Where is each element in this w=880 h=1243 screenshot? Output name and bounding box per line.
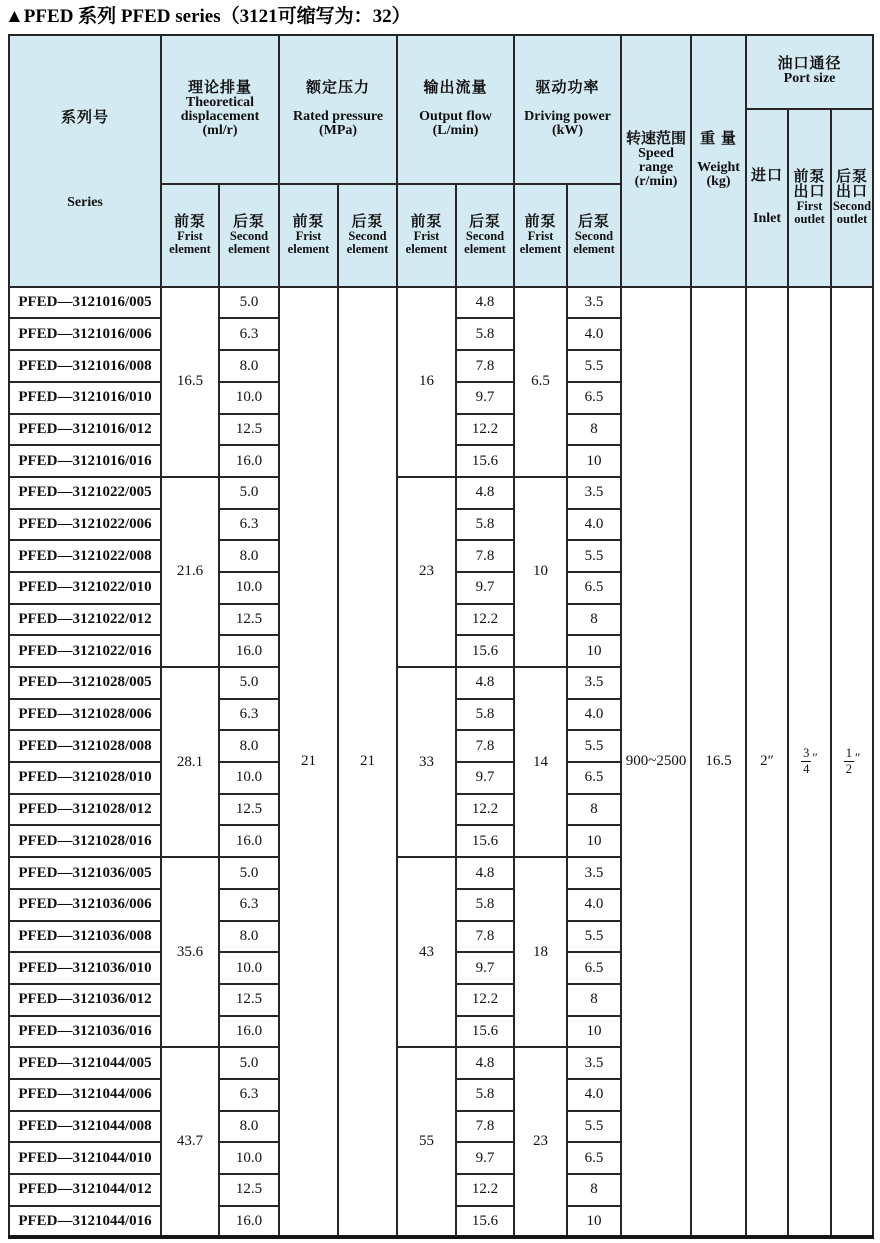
displacement-second-cell: 8.0 (219, 1111, 279, 1143)
power-first-cell: 14 (514, 667, 567, 857)
series-cell: PFED—3121022/006 (9, 509, 161, 541)
flow-first-cell: 16 (397, 287, 456, 477)
fraction (801, 747, 811, 776)
speed-header-en2: range (638, 160, 674, 176)
subheader-zh: 前泵 (292, 214, 325, 231)
flow-second-cell: 9.7 (456, 1142, 514, 1174)
displacement-second-cell: 5.0 (219, 477, 279, 509)
col-subheader-power-second (567, 184, 621, 287)
col-header-pressure (279, 35, 397, 184)
subheader-zh: 前泵 (410, 214, 443, 231)
inlet-header-spacer1 (747, 184, 787, 198)
displacement-header-en2: displacement (180, 108, 260, 124)
flow-second-cell: 15.6 (456, 1206, 514, 1238)
power-first-cell: 23 (514, 1047, 567, 1237)
power-second-cell: 6.5 (567, 762, 621, 794)
flow-second-cell: 7.8 (456, 730, 514, 762)
flow-header-en2: Output flow (419, 108, 492, 124)
pressure-header-en1 (280, 96, 396, 110)
flow-second-cell: 4.8 (456, 1047, 514, 1079)
pressure-header-en2: Rated pressure (292, 108, 384, 124)
flow-second-cell: 15.6 (456, 1016, 514, 1048)
subheader-en1: Frist (177, 229, 203, 244)
displacement-second-cell: 12.5 (219, 604, 279, 636)
spec-table (8, 34, 874, 1240)
power-first-cell: 18 (514, 857, 567, 1047)
col-header-weight (691, 35, 746, 287)
series-cell: PFED—3121036/012 (9, 984, 161, 1016)
series-header-zh: 系列号 (60, 110, 109, 127)
series-cell: PFED—3121016/010 (9, 382, 161, 414)
col-header-flow (397, 35, 514, 184)
displacement-header-zh: 理论排量 (187, 79, 252, 96)
flow-second-cell: 5.8 (456, 318, 514, 350)
power-second-cell: 5.5 (567, 350, 621, 382)
displacement-second-cell: 5.0 (219, 667, 279, 699)
power-second-cell: 8 (567, 984, 621, 1016)
displacement-second-cell: 16.0 (219, 445, 279, 477)
pressure-first-cell: 21 (279, 287, 338, 1238)
displacement-second-cell: 10.0 (219, 382, 279, 414)
power-header-en2: Driving power (524, 108, 611, 124)
col-subheader-flow-second (456, 184, 514, 287)
flow-second-cell: 7.8 (456, 1111, 514, 1143)
series-cell: PFED—3121036/005 (9, 857, 161, 889)
subheader-en1: Second (574, 229, 614, 244)
subheader-en2: element (519, 241, 562, 256)
pressure-second-cell: 21 (338, 287, 397, 1238)
power-second-cell: 10 (567, 635, 621, 667)
power-second-cell: 4.0 (567, 889, 621, 921)
flow-header-unit: (L/min) (432, 122, 479, 138)
pressure-header-unit: (MPa) (318, 122, 358, 138)
series-cell: PFED—3121044/006 (9, 1079, 161, 1111)
displacement-second-cell: 10.0 (219, 952, 279, 984)
table-body (9, 287, 873, 1238)
series-cell: PFED—3121028/008 (9, 730, 161, 762)
flow-second-cell: 9.7 (456, 382, 514, 414)
power-second-cell: 3.5 (567, 1047, 621, 1079)
power-header-zh: 驱动功率 (535, 79, 600, 96)
displacement-second-cell: 10.0 (219, 762, 279, 794)
subheader-en2: element (573, 241, 615, 256)
displacement-first-cell: 43.7 (161, 1047, 219, 1237)
subheader-en1: Second (229, 229, 269, 244)
displacement-first-cell: 35.6 (161, 857, 219, 1047)
table-header (9, 35, 873, 287)
series-cell: PFED—3121022/010 (9, 572, 161, 604)
series-cell: PFED—3121016/005 (9, 287, 161, 319)
col-header-inlet (746, 109, 788, 287)
power-second-cell: 3.5 (567, 287, 621, 319)
first-outlet-header-en1: First (796, 199, 823, 214)
series-cell: PFED—3121028/006 (9, 699, 161, 731)
series-cell: PFED—3121028/005 (9, 667, 161, 699)
power-second-cell: 6.5 (567, 1142, 621, 1174)
power-header-en1 (515, 96, 620, 110)
displacement-second-cell: 6.3 (219, 509, 279, 541)
subheader-zh: 后泵 (469, 214, 502, 231)
displacement-second-cell: 16.0 (219, 1016, 279, 1048)
subheader-en2: element (169, 241, 211, 256)
series-cell: PFED—3121022/005 (9, 477, 161, 509)
speed-range-cell: 900~2500 (621, 287, 691, 1238)
displacement-header-unit: (ml/r) (202, 122, 238, 138)
power-second-cell: 4.0 (567, 1079, 621, 1111)
weight-header-spacer (692, 147, 745, 161)
displacement-second-cell: 12.5 (219, 794, 279, 826)
power-second-cell: 4.0 (567, 509, 621, 541)
col-header-port-size (746, 35, 873, 109)
subheader-en1: Frist (527, 229, 554, 244)
col-subheader-displacement-second (219, 184, 279, 287)
flow-second-cell: 9.7 (456, 952, 514, 984)
col-subheader-pressure-second (338, 184, 397, 287)
second-outlet-header-zh1: 后泵 (836, 169, 869, 186)
power-second-cell: 3.5 (567, 667, 621, 699)
flow-second-cell: 12.2 (456, 794, 514, 826)
series-cell: PFED—3121022/016 (9, 635, 161, 667)
first-outlet-header-zh2: 出口 (793, 184, 826, 201)
flow-header-en1 (398, 96, 513, 110)
power-second-cell: 3.5 (567, 477, 621, 509)
series-cell: PFED—3121028/012 (9, 794, 161, 826)
flow-first-cell: 55 (397, 1047, 456, 1237)
series-cell: PFED—3121022/012 (9, 604, 161, 636)
col-header-speed-range (621, 35, 691, 287)
weight-header-zh: 重 量 (700, 131, 737, 148)
displacement-second-cell: 8.0 (219, 350, 279, 382)
displacement-first-cell: 21.6 (161, 477, 219, 667)
inlet-header-zh: 进口 (751, 168, 784, 185)
displacement-second-cell: 5.0 (219, 287, 279, 319)
displacement-second-cell: 16.0 (219, 1206, 279, 1238)
displacement-second-cell: 12.5 (219, 1174, 279, 1206)
port-header-en: Port size (783, 71, 836, 87)
second-outlet-size-cell (831, 287, 873, 1238)
power-second-cell: 8 (567, 794, 621, 826)
displacement-second-cell: 6.3 (219, 318, 279, 350)
displacement-second-cell: 5.0 (219, 1047, 279, 1079)
page-title: ▲PFED 系列 PFED series（3121可缩写为：32） (5, 6, 411, 27)
speed-header-unit: (r/min) (634, 174, 678, 190)
power-second-cell: 5.5 (567, 730, 621, 762)
flow-second-cell: 12.2 (456, 1174, 514, 1206)
subheader-zh: 前泵 (173, 214, 206, 231)
flow-second-cell: 7.8 (456, 921, 514, 953)
col-header-displacement (161, 35, 279, 184)
flow-second-cell: 9.7 (456, 762, 514, 794)
power-second-cell: 5.5 (567, 921, 621, 953)
flow-second-cell: 9.7 (456, 572, 514, 604)
displacement-second-cell: 8.0 (219, 540, 279, 572)
col-header-second-outlet (831, 109, 873, 287)
series-cell: PFED—3121044/016 (9, 1206, 161, 1238)
col-subheader-power-first (514, 184, 567, 287)
displacement-second-cell: 6.3 (219, 699, 279, 731)
flow-first-cell: 43 (397, 857, 456, 1047)
power-second-cell: 10 (567, 1016, 621, 1048)
power-second-cell: 8 (567, 414, 621, 446)
power-first-cell: 10 (514, 477, 567, 667)
power-second-cell: 3.5 (567, 857, 621, 889)
power-second-cell: 4.0 (567, 699, 621, 731)
first-outlet-size-cell (788, 287, 831, 1238)
displacement-second-cell: 16.0 (219, 825, 279, 857)
power-second-cell: 6.5 (567, 572, 621, 604)
series-cell: PFED—3121028/010 (9, 762, 161, 794)
subheader-zh: 后泵 (232, 214, 265, 231)
flow-second-cell: 7.8 (456, 350, 514, 382)
displacement-second-cell: 6.3 (219, 889, 279, 921)
flow-second-cell: 5.8 (456, 1079, 514, 1111)
flow-second-cell: 4.8 (456, 857, 514, 889)
subheader-en2: element (346, 241, 389, 256)
subheader-en1: Frist (295, 229, 322, 244)
flow-second-cell: 15.6 (456, 445, 514, 477)
col-header-first-outlet (788, 109, 831, 287)
first-outlet-header-zh1: 前泵 (793, 169, 826, 186)
speed-header-en1: Speed (638, 146, 674, 162)
col-header-series (9, 35, 161, 287)
inlet-header-en: Inlet (753, 211, 782, 227)
fraction-denominator: 2 (845, 762, 852, 777)
power-second-cell: 10 (567, 445, 621, 477)
series-cell: PFED—3121022/008 (9, 540, 161, 572)
series-cell: PFED—3121036/010 (9, 952, 161, 984)
inlet-size-cell: 2″ (746, 287, 788, 1238)
series-header-en: Series (67, 195, 103, 211)
series-cell: PFED—3121044/012 (9, 1174, 161, 1206)
flow-second-cell: 12.2 (456, 414, 514, 446)
displacement-second-cell: 8.0 (219, 921, 279, 953)
displacement-second-cell: 16.0 (219, 635, 279, 667)
flow-second-cell: 15.6 (456, 825, 514, 857)
power-second-cell: 5.5 (567, 540, 621, 572)
series-cell: PFED—3121028/016 (9, 825, 161, 857)
series-cell: PFED—3121044/005 (9, 1047, 161, 1079)
power-second-cell: 5.5 (567, 1111, 621, 1143)
weight-cell: 16.5 (691, 287, 746, 1238)
power-header-unit: (kW) (551, 122, 584, 138)
displacement-second-cell: 5.0 (219, 857, 279, 889)
power-second-cell: 10 (567, 825, 621, 857)
subheader-en1: Second (348, 229, 387, 244)
displacement-second-cell: 10.0 (219, 572, 279, 604)
series-cell: PFED—3121036/008 (9, 921, 161, 953)
inch-mark: ″ (854, 749, 861, 765)
table-row (9, 287, 873, 319)
displacement-first-cell: 16.5 (161, 287, 219, 477)
flow-second-cell: 15.6 (456, 635, 514, 667)
speed-header-zh: 转速范围 (626, 131, 687, 148)
subheader-en2: element (228, 241, 270, 256)
col-subheader-flow-first (397, 184, 456, 287)
flow-header-zh: 输出流量 (423, 79, 488, 96)
series-cell: PFED—3121016/006 (9, 318, 161, 350)
flow-second-cell: 4.8 (456, 287, 514, 319)
displacement-second-cell: 8.0 (219, 730, 279, 762)
fraction (844, 747, 854, 776)
subheader-en1: Frist (413, 229, 440, 244)
flow-second-cell: 5.8 (456, 699, 514, 731)
subheader-en1: Second (465, 229, 505, 244)
displacement-second-cell: 12.5 (219, 984, 279, 1016)
col-subheader-pressure-first (279, 184, 338, 287)
col-subheader-displacement-first (161, 184, 219, 287)
flow-first-cell: 33 (397, 667, 456, 857)
first-outlet-header-en2: outlet (794, 211, 825, 226)
power-second-cell: 6.5 (567, 952, 621, 984)
series-cell: PFED—3121036/016 (9, 1016, 161, 1048)
fraction-denominator: 4 (803, 762, 810, 777)
weight-header-unit: (kg) (706, 174, 731, 190)
power-first-cell: 6.5 (514, 287, 567, 477)
power-second-cell: 10 (567, 1206, 621, 1238)
series-cell: PFED—3121016/008 (9, 350, 161, 382)
displacement-second-cell: 6.3 (219, 1079, 279, 1111)
flow-second-cell: 5.8 (456, 509, 514, 541)
series-cell: PFED—3121044/010 (9, 1142, 161, 1174)
flow-second-cell: 4.8 (456, 477, 514, 509)
displacement-header-en1: Theoretical (185, 94, 255, 110)
fraction-numerator: 1 (844, 747, 854, 762)
flow-first-cell: 23 (397, 477, 456, 667)
subheader-zh: 前泵 (524, 214, 557, 231)
displacement-second-cell: 10.0 (219, 1142, 279, 1174)
flow-second-cell: 12.2 (456, 984, 514, 1016)
second-outlet-header-en2: outlet (836, 211, 868, 226)
series-cell: PFED—3121016/016 (9, 445, 161, 477)
power-second-cell: 8 (567, 1174, 621, 1206)
flow-second-cell: 5.8 (456, 889, 514, 921)
power-second-cell: 4.0 (567, 318, 621, 350)
series-cell: PFED—3121044/008 (9, 1111, 161, 1143)
displacement-second-cell: 12.5 (219, 414, 279, 446)
power-second-cell: 8 (567, 604, 621, 636)
subheader-zh: 后泵 (578, 214, 611, 231)
subheader-zh: 后泵 (351, 214, 384, 231)
series-cell: PFED—3121016/012 (9, 414, 161, 446)
fraction-numerator: 3 (801, 747, 811, 762)
pressure-header-zh: 额定压力 (305, 79, 370, 96)
displacement-first-cell: 28.1 (161, 667, 219, 857)
second-outlet-header-zh2: 出口 (836, 184, 869, 201)
subheader-en2: element (405, 241, 448, 256)
subheader-en2: element (287, 241, 330, 256)
weight-header-en: Weight (697, 160, 740, 176)
flow-second-cell: 4.8 (456, 667, 514, 699)
subheader-en2: element (464, 241, 506, 256)
second-outlet-header-en1: Second (832, 199, 872, 214)
power-second-cell: 6.5 (567, 382, 621, 414)
flow-second-cell: 12.2 (456, 604, 514, 636)
series-cell: PFED—3121036/006 (9, 889, 161, 921)
port-header-zh: 油口通径 (777, 56, 842, 73)
inlet-header-spacer2 (747, 198, 787, 212)
inch-mark: ″ (812, 749, 818, 765)
col-header-power (514, 35, 621, 184)
flow-second-cell: 7.8 (456, 540, 514, 572)
